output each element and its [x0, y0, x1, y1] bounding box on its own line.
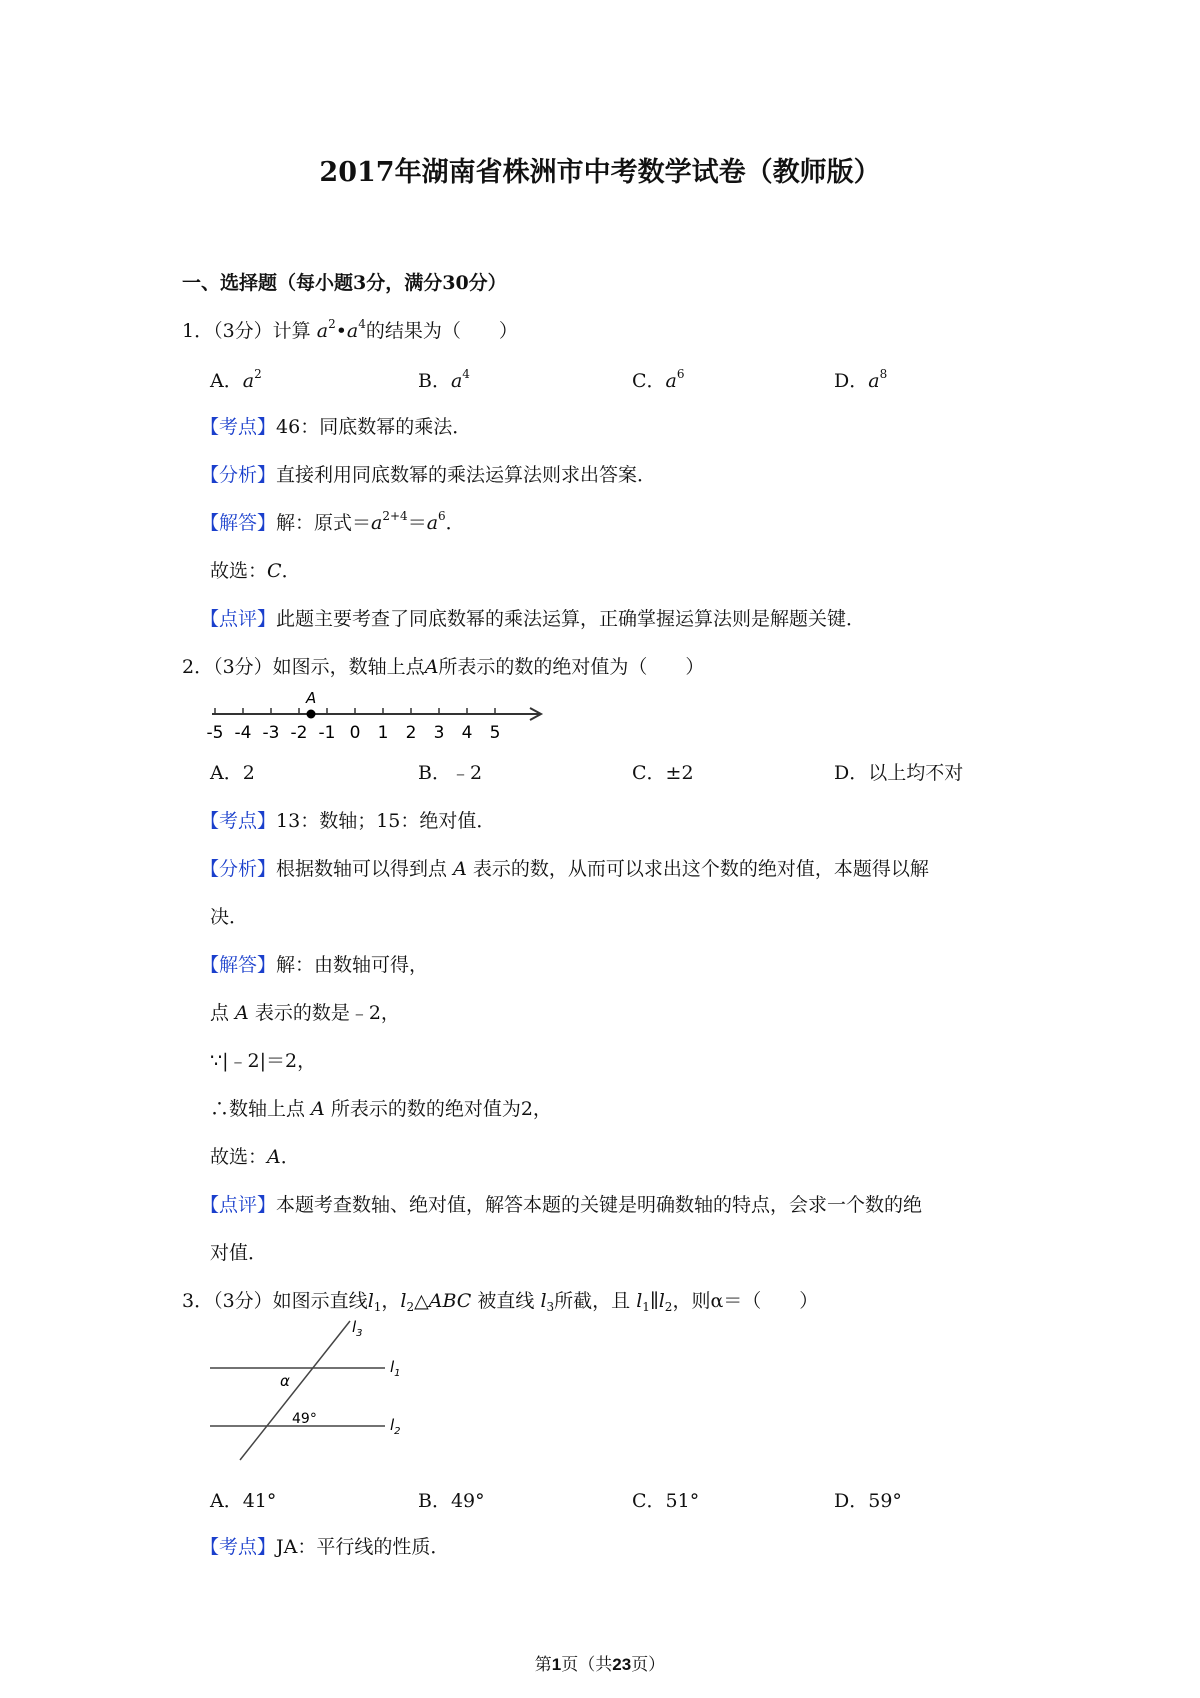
label-l3: $l_3$ — [352, 1318, 363, 1339]
number-line-tick-label: 2 — [405, 723, 417, 743]
number-line-tick-label: -2 — [290, 723, 308, 743]
q1-kaodian: 【考点】46：同底数幂的乘法． — [200, 416, 472, 438]
q1-dianping: 【点评】此题主要考查了同底数幂的乘法运算，正确掌握运算法则是解题关键． — [200, 608, 866, 630]
q2-dianping-cont: 对值． — [210, 1242, 268, 1264]
number-line-tick-label: -4 — [234, 723, 252, 743]
q2-option-d: D．以上均不对 — [834, 762, 964, 784]
number-line-tick-label: -5 — [206, 723, 224, 743]
q3-option-a: A．41° — [210, 1490, 277, 1512]
parallel-lines-figure — [210, 1318, 410, 1468]
point-a-marker — [307, 710, 316, 719]
q3-kaodian: 【考点】JA：平行线的性质． — [200, 1536, 450, 1558]
number-line-tick-label: 0 — [349, 723, 361, 743]
q1-choose: 故选：C． — [210, 560, 301, 582]
q2-jieda: 【解答】解：由数轴可得， — [200, 954, 429, 976]
q3-option-b: B．49° — [418, 1490, 485, 1512]
label-l1: $l_1$ — [390, 1358, 401, 1379]
q2-stem: 2．（3分）如图示，数轴上点A所表示的数的绝对值为（ ） — [182, 656, 705, 678]
number-line-tick-label: 3 — [433, 723, 445, 743]
number-line-tick-label: 5 — [489, 723, 501, 743]
q1-fenxi: 【分析】直接利用同底数幂的乘法运算法则求出答案． — [200, 464, 657, 486]
q1-stem: 1．（3分）计算 $a^2•a^4$的结果为（ ） — [182, 317, 518, 342]
q3-option-c: C．51° — [632, 1490, 700, 1512]
q2-dianping: 【点评】本题考查数轴、绝对值，解答本题的关键是明确数轴的特点，会求一个数的绝 — [200, 1194, 923, 1216]
q2-option-a: A．2 — [210, 762, 255, 784]
angle-49-label: 49° — [292, 1411, 317, 1427]
point-a-label: A — [306, 689, 317, 707]
line-l3 — [240, 1321, 350, 1460]
q2-jieda-line2: 点 A 表示的数是﹣2， — [210, 1002, 400, 1024]
q1-option-a: A．$a^2$ — [210, 367, 262, 392]
page-title: 2017年湖南省株洲市中考数学试卷（教师版） — [319, 157, 881, 188]
q2-kaodian: 【考点】13：数轴；15：绝对值． — [200, 810, 496, 832]
q2-option-b: B．﹣2 — [418, 762, 483, 784]
number-line-tick-label: 1 — [377, 723, 389, 743]
q2-fenxi: 【分析】根据数轴可以得到点 A 表示的数，从而可以求出这个数的绝对值，本题得以解 — [200, 858, 929, 880]
q2-choose: 故选：A． — [210, 1146, 300, 1168]
q1-option-d: D．$a^8$ — [834, 367, 888, 392]
number-line-tick-label: -1 — [318, 723, 336, 743]
page-footer: 第1页（共23页） — [534, 1655, 666, 1675]
number-line-tick-label: 4 — [461, 723, 473, 743]
q2-jieda-line4: ∴数轴上点 A 所表示的数的绝对值为2， — [210, 1098, 552, 1120]
q1-option-c: C．$a^6$ — [632, 367, 685, 392]
q2-option-c: C．±2 — [632, 762, 694, 784]
number-line-figure — [206, 689, 550, 744]
q3-option-d: D．59° — [834, 1490, 902, 1512]
q3-stem: 3．（3分）如图示直线$l_1$，$l_2\triangle ABC$ 被直线 $l_3$所截，且 $l_1\parallel l_2$，则α＝（ ） — [182, 1290, 819, 1314]
number-line-tick-label: -3 — [262, 723, 280, 743]
alpha-label: α — [280, 1372, 290, 1390]
label-l2: $l_2$ — [390, 1416, 401, 1437]
section-heading: 一、选择题（每小题3分，满分30分） — [182, 272, 507, 294]
q1-option-b: B．$a^4$ — [418, 367, 470, 392]
q2-jieda-line3: ∵|﹣2|＝2， — [210, 1050, 317, 1072]
q1-jieda: 【解答】解：原式$=a^{2+4}=a^6$． — [200, 509, 465, 534]
q2-fenxi-cont: 决． — [210, 906, 249, 928]
